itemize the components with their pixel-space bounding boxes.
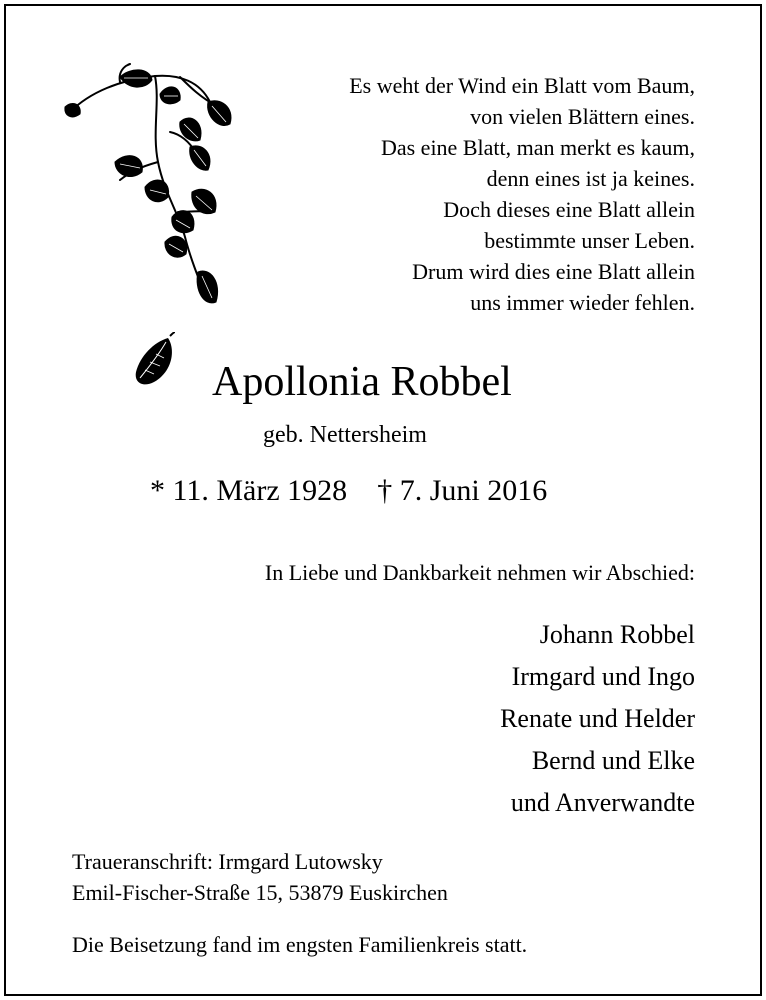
life-dates bbox=[150, 472, 547, 510]
memorial-poem bbox=[349, 70, 695, 318]
mourner-name: Renate und Helder bbox=[500, 704, 695, 733]
farewell-line: In Liebe und Dankbarkeit nehmen wir Abschied: bbox=[264, 560, 695, 585]
poem-line: Doch dieses eine Blatt allein bbox=[443, 197, 695, 222]
falling-leaf-icon bbox=[132, 332, 180, 390]
mourner-name: und Anverwandte bbox=[510, 788, 695, 817]
birch-branch-icon bbox=[60, 62, 250, 322]
poem-line: denn eines ist ja keines. bbox=[486, 166, 695, 191]
death-date: † 7. Juni 2016 bbox=[377, 474, 548, 507]
address-line: Emil-Fischer-Straße 15, 53879 Euskirchen bbox=[72, 880, 448, 905]
poem-line: uns immer wieder fehlen. bbox=[470, 290, 695, 315]
maiden-name: geb. Nettersheim bbox=[263, 422, 427, 448]
address-line: Traueranschrift: Irmgard Lutowsky bbox=[72, 849, 383, 874]
poem-line: bestimmte unser Leben. bbox=[484, 228, 695, 253]
poem-line: von vielen Blättern eines. bbox=[470, 104, 695, 129]
mourners-list bbox=[500, 614, 695, 824]
funeral-note: Die Beisetzung fand im engsten Familienkreis statt. bbox=[72, 932, 528, 957]
mourner-name: Johann Robbel bbox=[539, 620, 695, 649]
mourner-name: Bernd und Elke bbox=[531, 746, 695, 775]
mourning-address bbox=[72, 846, 448, 908]
poem-line: Drum wird dies eine Blatt allein bbox=[412, 259, 695, 284]
mourner-name: Irmgard und Ingo bbox=[511, 662, 695, 691]
poem-line: Das eine Blatt, man merkt es kaum, bbox=[380, 135, 695, 160]
birth-date: * 11. März 1928 bbox=[150, 474, 348, 507]
poem-line: Es weht der Wind ein Blatt vom Baum, bbox=[349, 73, 695, 98]
deceased-name: Apollonia Robbel bbox=[212, 359, 512, 405]
